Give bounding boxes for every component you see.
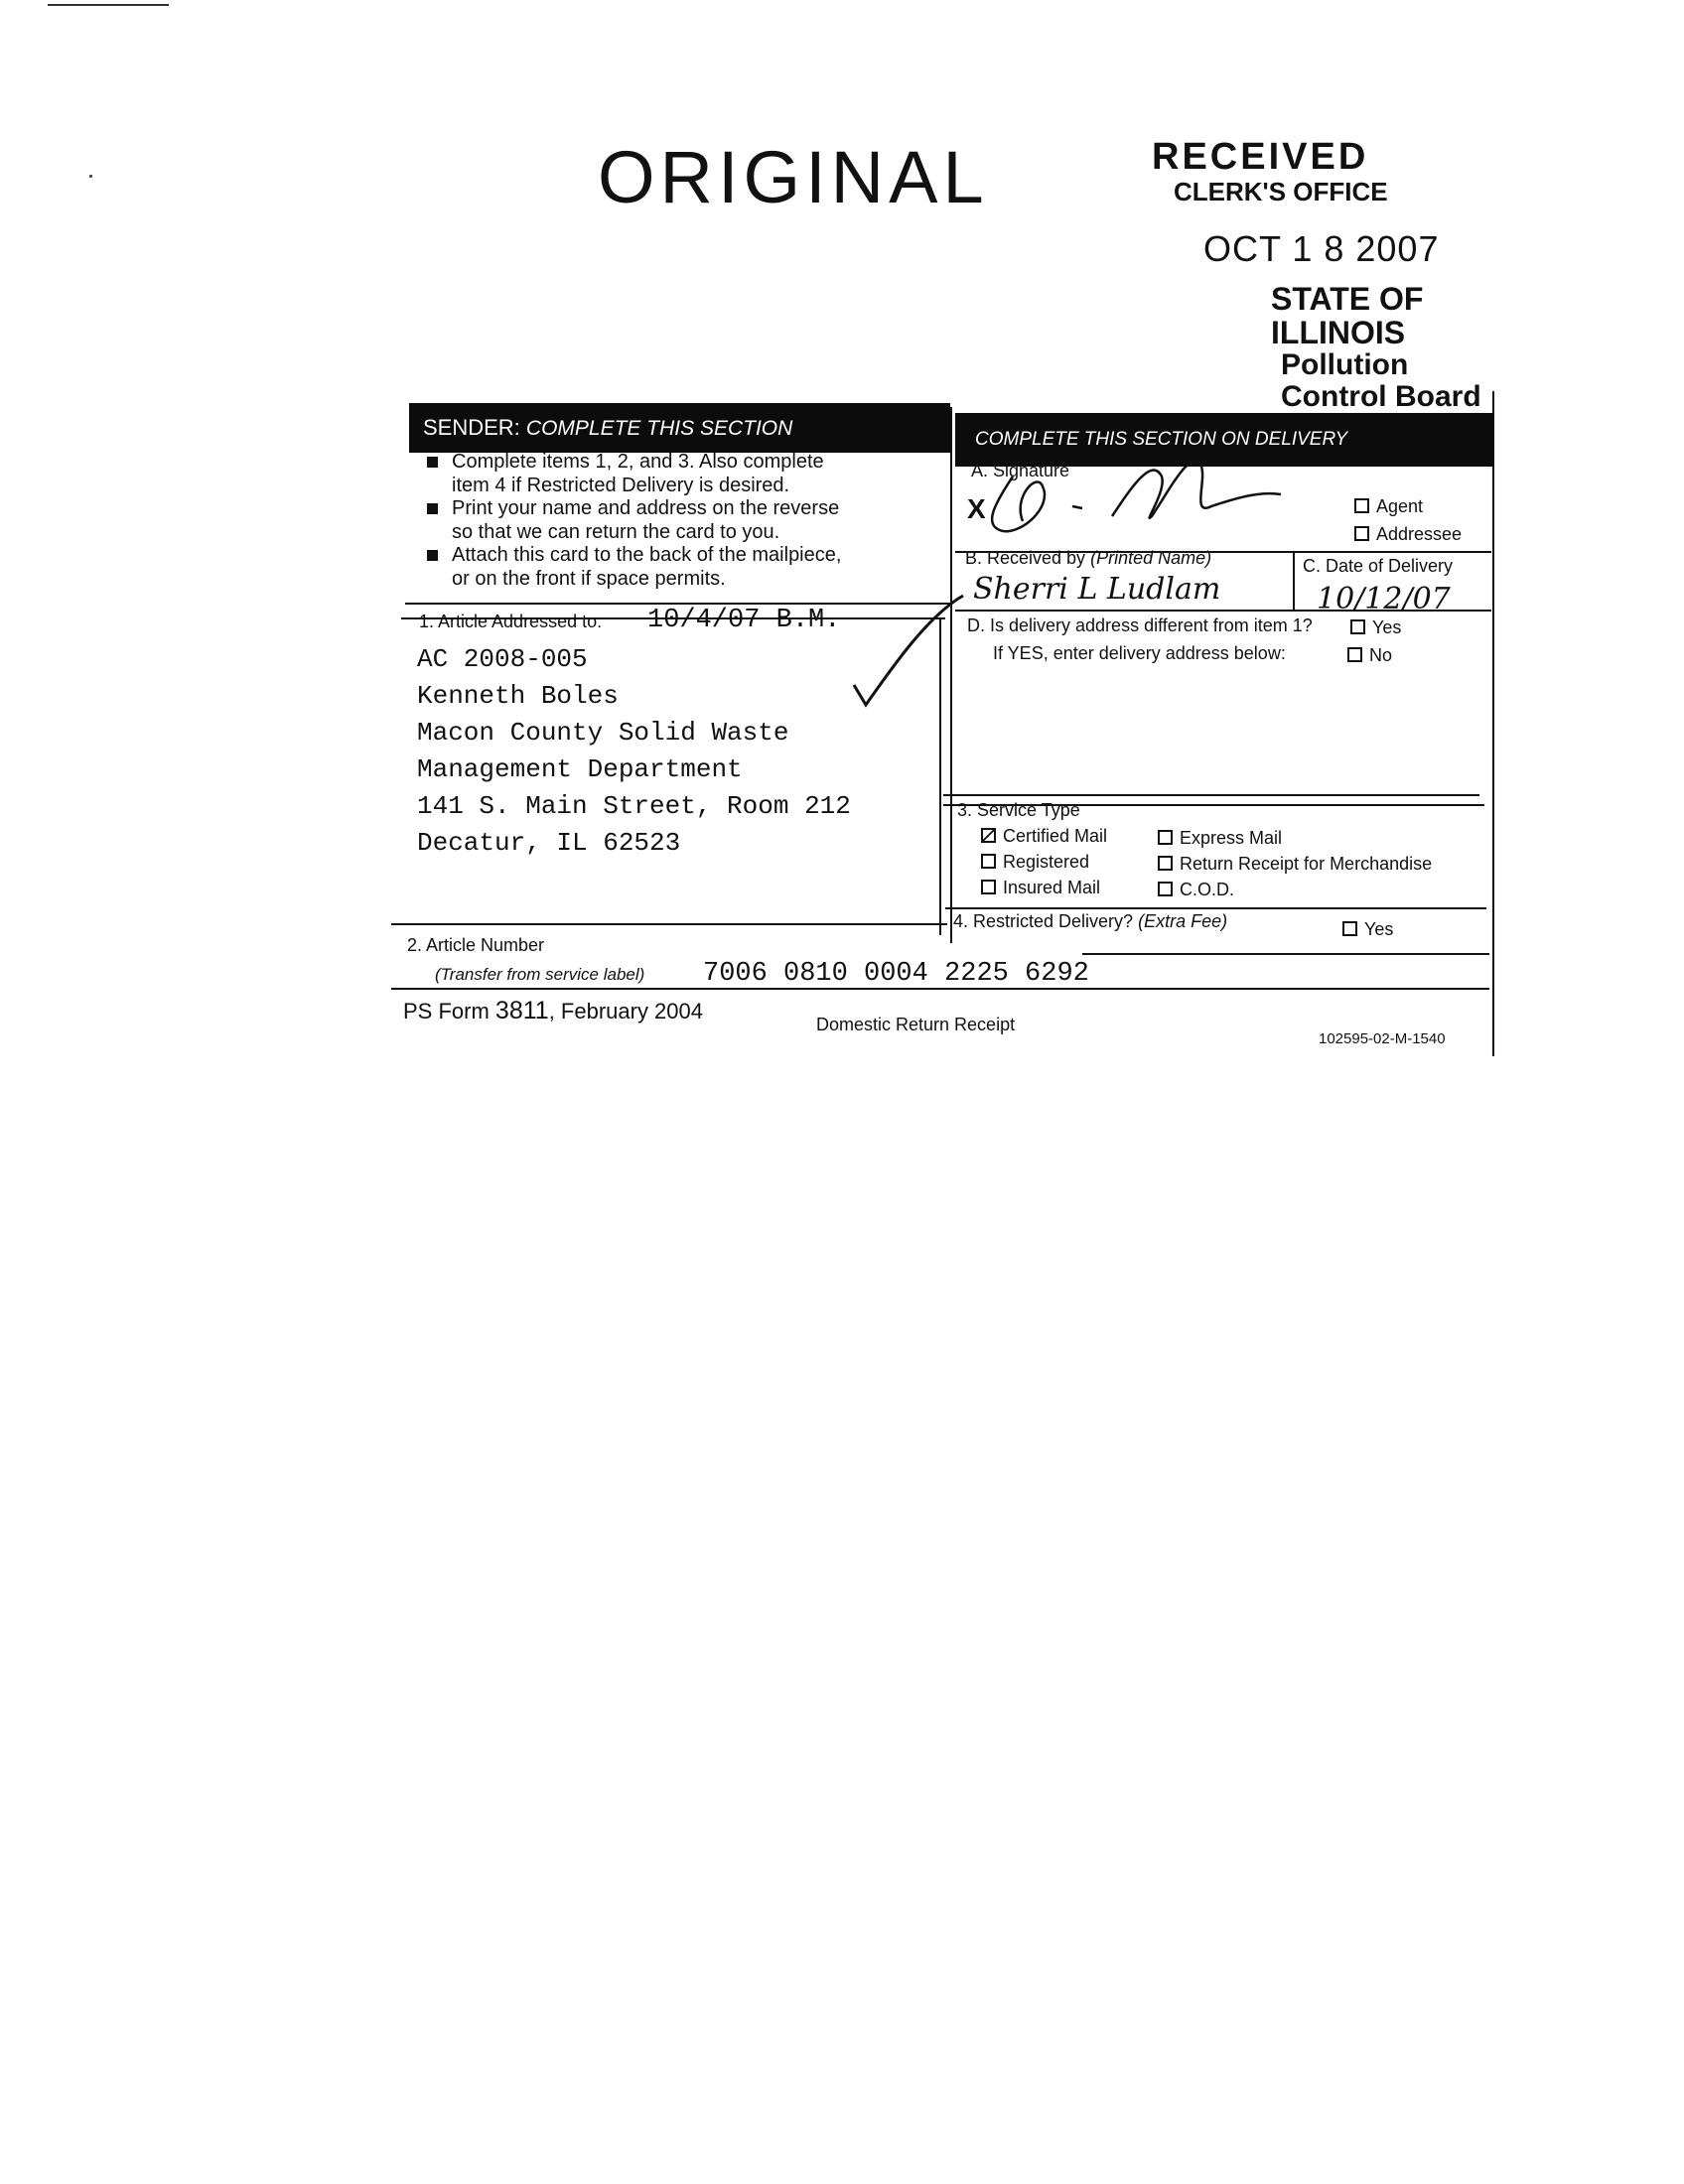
received-stamp <box>1152 137 1489 413</box>
instruction-line: item 4 if Restricted Delivery is desired. <box>452 474 790 496</box>
delivery-section-header: COMPLETE THIS SECTION ON DELIVERY <box>955 413 1493 467</box>
sender-instructions <box>425 451 941 591</box>
restricted-yes-checkbox[interactable] <box>1342 921 1357 936</box>
form-code: 102595-02-M-1540 <box>1319 1030 1446 1047</box>
address-line: AC 2008-005 <box>417 644 588 674</box>
bullet-square-icon <box>427 457 438 468</box>
instruction-line: Attach this card to the back of the mailpiece, <box>425 544 941 568</box>
restricted-yes-option: Yes <box>1342 919 1393 940</box>
address-bottom-line <box>391 923 947 925</box>
sender-section-header <box>409 403 950 453</box>
instruction-line: Complete items 1, 2, and 3. Also complete <box>425 451 941 475</box>
address-line: Kenneth Boles <box>417 681 619 711</box>
handwritten-signature-icon <box>953 437 1331 546</box>
date-divider <box>1293 551 1295 611</box>
different-no-checkbox[interactable] <box>1347 647 1362 662</box>
signature-x-mark: X <box>967 493 986 524</box>
article-addressed-label: 1. Article Addressed to: <box>419 612 603 631</box>
check-mark-icon <box>834 576 973 715</box>
addressee-option: Addressee <box>1354 524 1462 545</box>
restricted-delivery-label: 4. Restricted Delivery? (Extra Fee) <box>953 911 1228 931</box>
service-option-insured: Insured Mail <box>981 878 1100 898</box>
instruction-line: or on the front if space permits. <box>452 567 726 590</box>
article-number-hint: (Transfer from service label) <box>435 965 645 984</box>
top-edge-line <box>48 4 169 6</box>
different-no-option: No <box>1347 645 1392 666</box>
address-line: Decatur, IL 62523 <box>417 828 681 858</box>
instruction-line: so that we can return the card to you. <box>452 520 780 543</box>
sender-title-rest: COMPLETE THIS SECTION <box>525 417 793 440</box>
address-line-date: 10/4/07 B.M. <box>647 606 841 635</box>
agent-checkbox[interactable] <box>1354 498 1369 513</box>
article-number-value: 7006 0810 0004 2225 6292 <box>703 959 1089 989</box>
stamp-received: RECEIVED <box>1152 136 1369 178</box>
form-title: Domestic Return Receipt <box>816 1015 1016 1034</box>
date-of-delivery-label: C. Date of Delivery <box>1303 556 1454 576</box>
service-option-registered: Registered <box>981 852 1089 873</box>
insured-checkbox[interactable] <box>981 880 996 894</box>
signature-label: A. Signature <box>971 461 1070 480</box>
different-address-label: D. Is delivery address different from item 1? <box>967 615 1313 635</box>
stamp-office: CLERK'S OFFICE <box>1174 177 1388 206</box>
cod-checkbox[interactable] <box>1158 882 1173 896</box>
different-yes-option: Yes <box>1350 617 1401 638</box>
service-bottom-line <box>945 907 1486 909</box>
stamp-date: OCT 1 8 2007 <box>1203 228 1440 269</box>
right-edge <box>1492 391 1494 1056</box>
instruction-line: Print your name and address on the reverse <box>425 497 941 521</box>
service-option-certified: Certified Mail <box>981 826 1107 847</box>
service-option-return-receipt: Return Receipt for Merchandise <box>1158 854 1432 875</box>
restricted-underline <box>1082 953 1489 955</box>
scan-speck <box>89 175 92 178</box>
stamp-board: Pollution Control Board <box>1281 348 1481 413</box>
address-line: Management Department <box>417 754 743 784</box>
stamp-state: STATE OF ILLINOIS <box>1271 281 1424 350</box>
form-identifier: PS Form 3811, February 2004 <box>403 997 703 1024</box>
certified-checkbox[interactable] <box>981 828 996 843</box>
if-yes-label: If YES, enter delivery address below: <box>993 643 1286 663</box>
express-checkbox[interactable] <box>1158 830 1173 845</box>
service-type-label: 3. Service Type <box>957 800 1080 820</box>
bullet-square-icon <box>427 550 438 561</box>
address-line: Macon County Solid Waste <box>417 718 789 748</box>
different-yes-checkbox[interactable] <box>1350 619 1365 634</box>
address-block <box>417 641 851 862</box>
agent-option: Agent <box>1354 496 1423 517</box>
bullet-square-icon <box>427 503 438 514</box>
received-by-value: Sherri L Ludlam <box>973 572 1221 607</box>
service-option-express: Express Mail <box>1158 828 1282 849</box>
service-option-cod: C.O.D. <box>1158 880 1234 900</box>
addressee-checkbox[interactable] <box>1354 526 1369 541</box>
return-receipt-checkbox[interactable] <box>1158 856 1173 871</box>
address-line: 141 S. Main Street, Room 212 <box>417 791 851 821</box>
sender-title-prefix: SENDER: <box>423 415 520 440</box>
received-by-label: B. Received by (Printed Name) <box>965 548 1212 568</box>
original-mark: ORIGINAL <box>598 136 989 218</box>
article-number-label: 2. Article Number <box>407 935 545 955</box>
delivery-box-bottom <box>943 794 1479 796</box>
date-of-delivery-value: 10/12/07 <box>1317 582 1451 616</box>
registered-checkbox[interactable] <box>981 854 996 869</box>
